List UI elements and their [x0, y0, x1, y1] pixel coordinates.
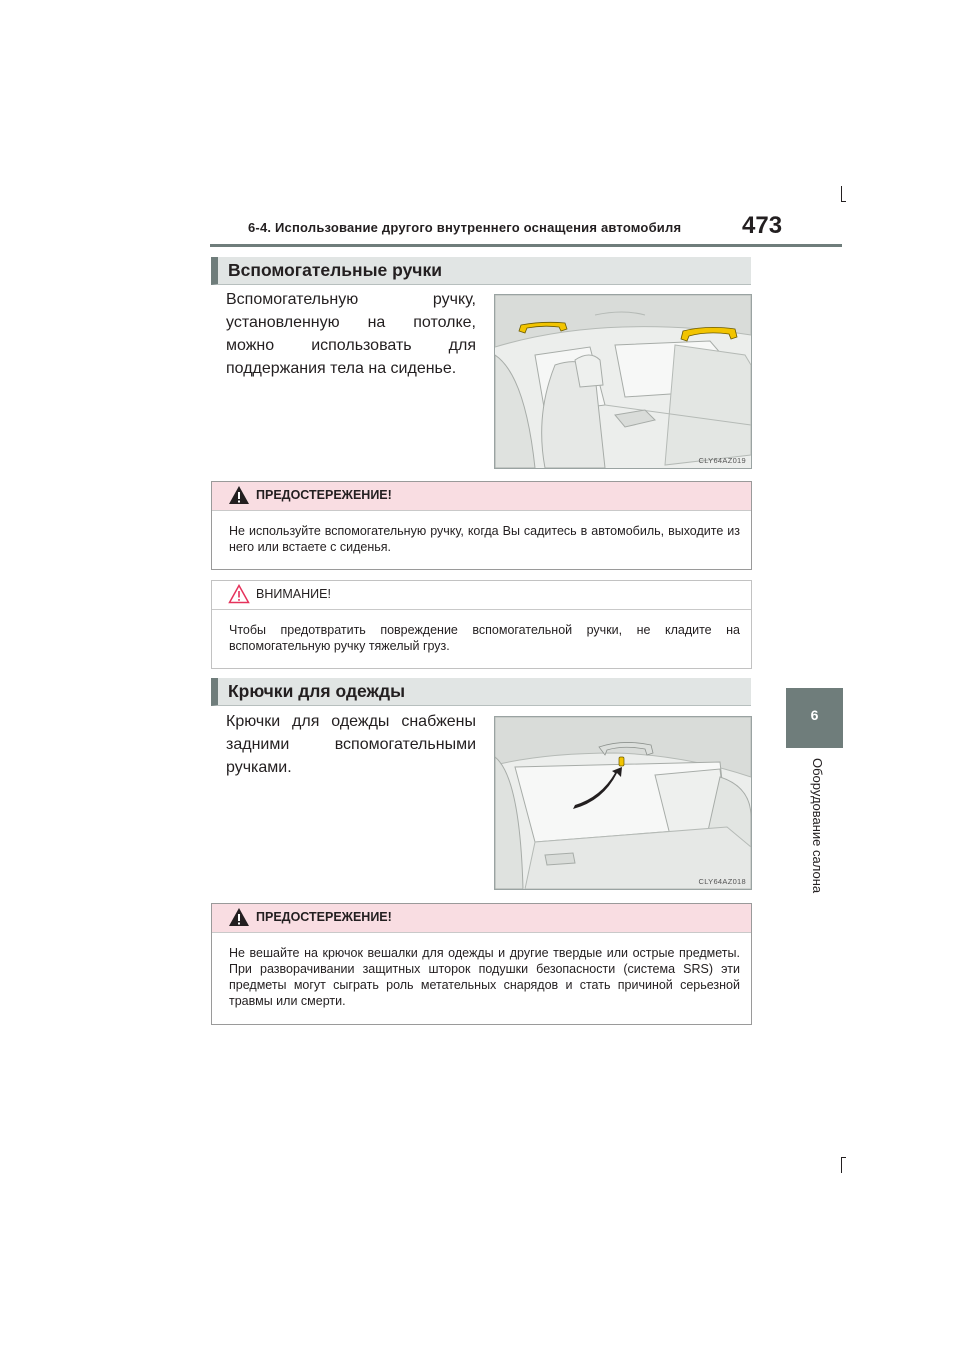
caution-box — [211, 903, 752, 1025]
caution-text: Не вешайте на крючок вешалки для одежды и другие твердые или острые предметы. При разворачивании защитных шторок подушки безопасности (система SRS) эти предметы могут сыграть роль метательных снарядов и стать причиной серьезной травмы или смерти. — [229, 946, 740, 1008]
car-interior-illustration — [495, 295, 751, 468]
warning-triangle-icon — [228, 485, 250, 505]
crop-mark-top-foot — [841, 201, 846, 202]
text-line: задними вспомогательными — [226, 736, 476, 753]
caution-text: Не используйте вспомогательную ручку, когда Вы садитесь в автомобиль, выходите из него или встаете с сиденья. — [229, 524, 740, 554]
text-line: ручками. — [226, 759, 292, 776]
figure-coat-hooks — [494, 716, 752, 890]
caution-header — [212, 482, 751, 511]
text-line: установленную на потолке, — [226, 314, 476, 331]
section-body-assist-grips — [226, 288, 476, 380]
section-heading-assist-grips — [211, 257, 751, 285]
section-body-coat-hooks — [226, 710, 476, 779]
crop-mark-top — [841, 186, 842, 202]
crop-mark-bottom-foot — [841, 1157, 846, 1158]
notice-header — [212, 581, 751, 610]
text-line: Вспомогательную ручку, — [226, 291, 476, 308]
figure-assist-grips — [494, 294, 752, 469]
figure-code: CLY64AZ018 — [698, 877, 746, 886]
figure-code: CLY64AZ019 — [698, 456, 746, 465]
section-heading-text: Вспомогательные ручки — [228, 260, 442, 280]
caution-label: ПРЕДОСТЕРЕЖЕНИЕ! — [256, 488, 392, 502]
caution-box — [211, 481, 752, 570]
notice-box — [211, 580, 752, 669]
header-rule — [210, 244, 842, 247]
chapter-tab[interactable]: 6 — [786, 688, 843, 748]
section-heading-text: Крючки для одежды — [228, 681, 406, 701]
crop-mark-bottom — [841, 1157, 842, 1173]
page-number: 473 — [742, 212, 783, 239]
caution-label: ПРЕДОСТЕРЕЖЕНИЕ! — [256, 910, 392, 924]
car-rear-interior-illustration — [495, 717, 751, 889]
section-heading-coat-hooks — [211, 678, 751, 706]
notice-label: ВНИМАНИЕ! — [256, 587, 331, 601]
warning-triangle-icon — [228, 907, 250, 927]
text-line: поддержания тела на сиденье. — [226, 360, 457, 377]
caution-header — [212, 904, 751, 933]
text-line: Крючки для одежды снабжены — [226, 713, 476, 730]
text-line: можно использовать для — [226, 337, 476, 354]
chapter-title: 6-4. Использование другого внутреннего оснащения автомобиля — [248, 220, 682, 235]
notice-text: Чтобы предотвратить повреждение вспомогательной ручки, не кладите на вспомогательную ручку тяжелый груз. — [229, 623, 740, 653]
chapter-tab-label: Оборудование салона — [810, 758, 825, 894]
coat-hook — [619, 757, 624, 766]
notice-triangle-icon — [228, 584, 250, 604]
